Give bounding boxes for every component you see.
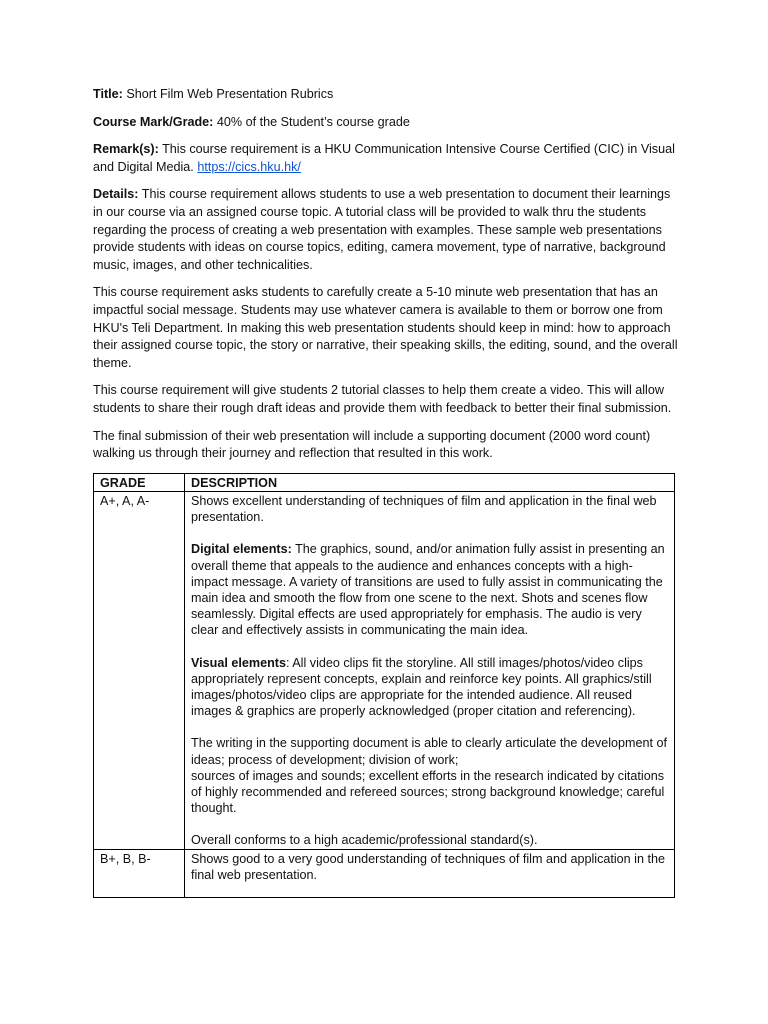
details-label: Details: bbox=[93, 187, 139, 202]
remarks-paragraph bbox=[93, 141, 683, 176]
description-intro: Shows excellent understanding of techniques of film and application in the final web presentation. bbox=[191, 493, 657, 525]
table-header-row bbox=[94, 473, 675, 491]
title-label: Title: bbox=[93, 87, 123, 101]
table-row bbox=[94, 491, 675, 849]
title-value: Short Film Web Presentation Rubrics bbox=[126, 87, 334, 101]
rubric-table bbox=[93, 473, 675, 898]
tutorial-paragraph: This course requirement will give students 2 tutorial classes to help them create a video. This will allow students to share their rough draft ideas and provide them with feedback to better their final submission. bbox=[93, 383, 672, 415]
cics-link[interactable]: https://cics.hku.hk/ bbox=[197, 159, 301, 174]
description-header: DESCRIPTION bbox=[185, 473, 675, 491]
digital-elements-text bbox=[191, 541, 668, 638]
course-mark-label: Course Mark/Grade: bbox=[93, 114, 214, 129]
details-text: This course requirement allows students to use a web presentation to document their learnings in our course via an assigned course topic. A tutorial class will be provided to walk thru the students regarding the process of creating a web presentation with examples. These sample web presentations provide students with ideas on course topics, editing, camera movement, type of narrative, background music, images, and other technicalities. bbox=[93, 187, 671, 272]
remarks-text: This course requirement is a HKU Communication Intensive Course Certified (CIC) in Visual and Digital Media. bbox=[93, 142, 675, 174]
course-mark-line bbox=[93, 114, 683, 132]
submission-paragraph: The final submission of their web presentation will include a supporting document (2000 word count) walking us through their journey and reflection that resulted in this work. bbox=[93, 428, 651, 461]
grade-cell: B+, B, B- bbox=[94, 849, 185, 897]
visual-elements-body: : All video clips fit the storyline. All still images/photos/video clips appropriately represent concepts, explain and reinforce key points. All graphics/still images/photos/video clips are appropriate for the intended audience. All reused images & graphics are properly acknowledged (proper citation and referencing). bbox=[191, 655, 652, 719]
digital-elements-label: Digital elements: bbox=[191, 542, 292, 557]
remarks-label: Remark(s): bbox=[93, 142, 159, 157]
visual-elements-label: Visual elements bbox=[191, 655, 286, 670]
requirement-paragraph: This course requirement asks students to carefully create a 5-10 minute web presentation that has an impactful social message. Students may use whatever camera is available to them or borrow one from HKU's Teli Department. In making this web presentation students should keep in mind: how to approach their assigned course topic, the story or narrative, their speaking skills, the editing, sound, and the overall theme. bbox=[93, 285, 678, 370]
overall-standard-text: Overall conforms to a high academic/professional standard(s). bbox=[191, 833, 538, 848]
document-page bbox=[93, 86, 683, 898]
digital-elements-body: The graphics, sound, and/or animation fully assist in presenting an overall theme that appeals to the audience and enhances concepts with a high-impact message. A variety of transitions are used to fully assist in communicating the main idea and smooth the flow from one scene to the next. Shots and scenes flow seamlessly. Digital effects are used appropriately for emphasis. The audio is very clear and effectively assists in communicating the main idea. bbox=[191, 542, 665, 638]
description-cell bbox=[185, 491, 675, 849]
title-line bbox=[93, 86, 683, 104]
course-mark-value: 40% of the Student’s course grade bbox=[216, 114, 410, 129]
grade-cell: A+, A, A- bbox=[94, 491, 185, 849]
writing-line-2: sources of images and sounds; excellent efforts in the research indicated by citations of highly recommended and refereed sources; strong background knowledge; careful thought. bbox=[191, 768, 665, 816]
writing-text bbox=[191, 735, 668, 816]
writing-line-1: The writing in the supporting document is able to clearly articulate the development of ideas; process of development; division of work; bbox=[191, 736, 668, 767]
visual-elements-text bbox=[191, 655, 668, 720]
table-row bbox=[94, 849, 675, 897]
description-intro: Shows good to a very good understanding of techniques of film and application in the final web presentation. bbox=[191, 851, 665, 882]
description-cell bbox=[185, 849, 675, 897]
details-paragraph bbox=[93, 186, 683, 274]
grade-header: GRADE bbox=[94, 473, 185, 491]
